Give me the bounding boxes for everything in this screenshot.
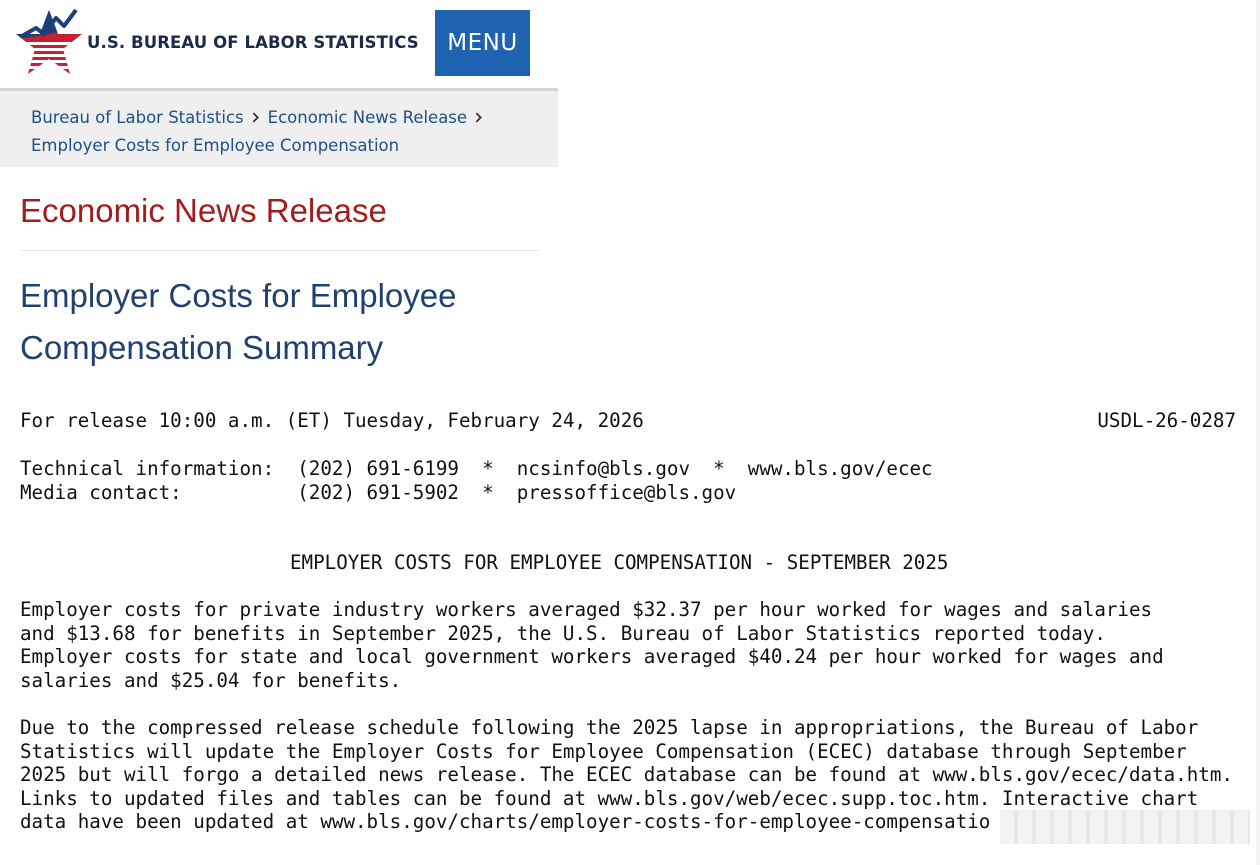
release-paragraph-1: Employer costs for private industry workers averaged $32.37 per hour worked for wages and salaries and $13.68 for benefits in September 2025, the U.S. Bureau of Labor Statistics reported today. Employer costs for state and local government workers averaged $40.24 per hour worked for wages and salaries and $25.04 for benefits. (20, 598, 1164, 692)
chevron-right-icon (250, 112, 261, 123)
breadcrumb-link-news-release[interactable]: Economic News Release (267, 108, 468, 127)
redaction-overlay (1000, 810, 1250, 844)
agency-name[interactable]: U.S. BUREAU OF LABOR STATISTICS (87, 33, 419, 52)
title-divider (20, 250, 540, 251)
release-title: Employer Costs for Employee Compensation Summary (20, 277, 457, 366)
release-date-line: For release 10:00 a.m. (ET) Tuesday, February 24, 2026 (20, 409, 644, 432)
breadcrumb-link-bls[interactable]: Bureau of Labor Statistics (31, 108, 244, 127)
scrollbar-track[interactable] (1256, 0, 1260, 865)
release-headline: EMPLOYER COSTS FOR EMPLOYEE COMPENSATION - SEPTEMBER 2025 (290, 551, 949, 574)
bls-logo-icon[interactable] (14, 6, 84, 80)
contact-info: Technical information: (202) 691-6199 * ncsinfo@bls.gov * www.bls.gov/ecec Media contact: (202) 691-5902 * pressoffice@bls.gov (20, 457, 933, 504)
release-number: USDL-26-0287 (1097, 409, 1236, 432)
breadcrumb-link-ecec[interactable]: Employer Costs for Employee Compensation (31, 136, 400, 155)
release-paragraph-2: Due to the compressed release schedule following the 2025 lapse in appropriations, the Bureau of Labor Statistics will update the Employer Costs for Employee Compensation (ECEC) database through September 2025 but will forgo a detailed news release. The ECEC database can be found at www.bls.gov/ecec/data.htm. Links to updated files and tables can be found at www.bls.gov/web/ecec.supp.toc.htm. Interactive chart data have been updated at www.bls.gov/charts/employer-costs-for-employee-compensatio (20, 716, 1233, 834)
chevron-right-icon (473, 112, 484, 123)
menu-button[interactable]: MENU (435, 10, 530, 76)
page-section-title: Economic News Release (20, 192, 387, 229)
site-header (0, 0, 558, 88)
breadcrumb (0, 88, 558, 167)
